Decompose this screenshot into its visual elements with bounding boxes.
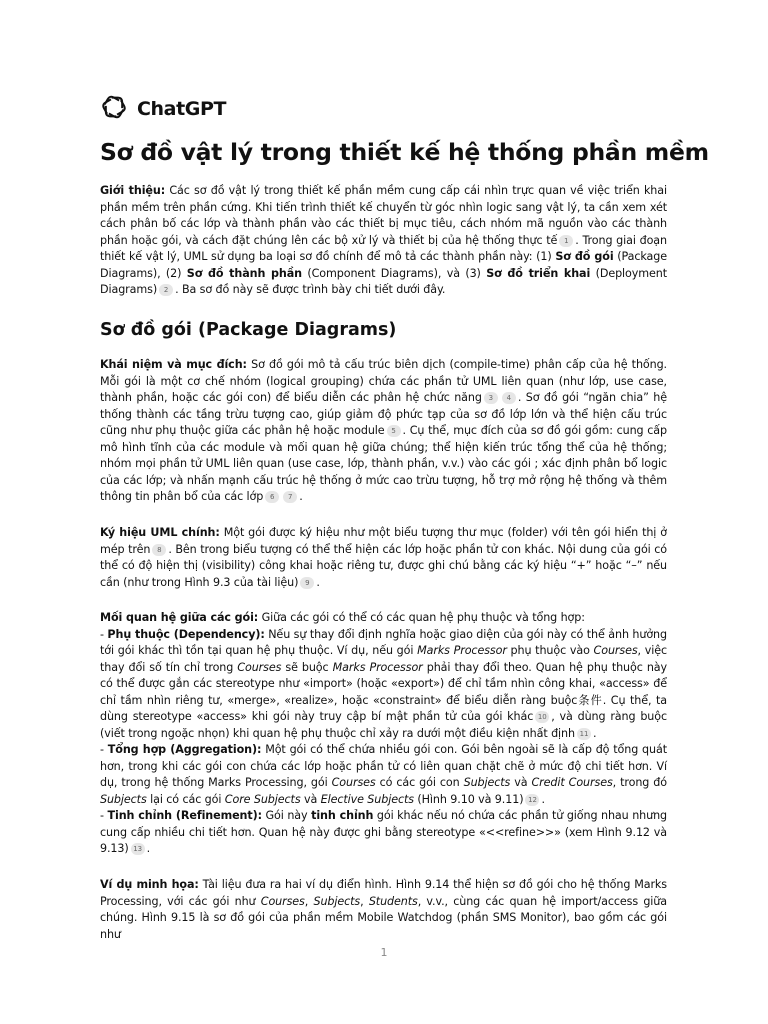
- citation-badge[interactable]: 13: [131, 843, 145, 855]
- intro-text: (Deployment Diagrams): [100, 266, 667, 296]
- notation-label: Ký hiệu UML chính:: [100, 526, 220, 539]
- citation-badge[interactable]: 8: [152, 544, 166, 556]
- dependency-text: phụ thuộc vào: [506, 644, 594, 657]
- list-dash: -: [100, 743, 108, 756]
- aggregation-italic: Elective Subjects: [320, 792, 414, 806]
- intro-label: Giới thiệu:: [100, 184, 166, 197]
- example-italic: Students: [368, 894, 418, 908]
- citation-badge[interactable]: 9: [300, 577, 314, 589]
- citation-badge[interactable]: 6: [265, 491, 279, 503]
- intro-bold: Sơ đồ thành phần: [186, 266, 302, 280]
- intro-text: . Trong giai đoạn thiết kế vật lý, UML sử dụng ba loại sơ đồ chính để mô tả các thành phần này: (1): [100, 233, 667, 263]
- dependency-text: Nếu sự thay đổi định nghĩa hoặc giao diện của gói này có thể ảnh hưởng tới gói khác thì tồn tại quan hệ phụ thuộc. Ví dụ, nếu gói: [100, 627, 667, 657]
- concept-text: .: [299, 490, 303, 503]
- openai-logo-icon: [100, 93, 128, 125]
- list-dash: -: [100, 809, 108, 822]
- brand-header: [100, 93, 226, 125]
- refinement-text: .: [146, 842, 151, 855]
- dependency-italic: Courses: [593, 644, 638, 657]
- refinement-text: gói khác nếu nó chứa các phần tử giống nhau nhưng cung cấp nhiều chi tiết hơn. Quan hệ này được ghi bằng stereotype «<<refine>>» (xem Hình 9.12 và 9.13): [100, 809, 668, 855]
- dependency-italic: Courses: [237, 660, 282, 674]
- aggregation-italic: Courses: [331, 776, 376, 789]
- concept-paragraph: [100, 357, 667, 506]
- notation-text: .: [316, 575, 320, 589]
- dependency-italic: Marks Processor: [332, 660, 423, 674]
- concept-text: . Sơ đồ gói “ngăn chia” hệ thống thành các tầng trừu tượng cao, giúp giảm độ phức tạp của sơ đồ lớp lớn và thể hiện cấu trúc cũng như phụ thuộc giữa các phân hệ hoặc module: [100, 391, 667, 437]
- dependency-text: , việc thay đổi số tín chỉ trong: [100, 644, 667, 674]
- page-number: 1: [380, 946, 388, 959]
- relations-text: Giữa các gói có thể có các quan hệ phụ thuộc và tổng hợp:: [258, 611, 585, 624]
- relations-paragraph: [100, 610, 667, 858]
- aggregation-italic: Subjects: [100, 792, 147, 806]
- example-text: ,: [360, 894, 369, 908]
- concept-text: . Cụ thể, mục đích của sơ đồ gói gồm: cung cấp mô hình tĩnh của các module và mối quan hệ giữa chúng; thể hiện kiến trúc tổng thể của hệ thống; nhóm mọi phần tử UML liên quan (use case, lớp, thành phần, v.v.) vào các gói ; xác định phân bổ logic của các lớp; và nhấn mạnh cấu trúc hệ thống ở mức cao trừu tượng, hỗ trợ mở rộng hệ thống và thêm thông tin phân bổ của các lớp: [100, 424, 667, 503]
- notation-paragraph: [100, 525, 667, 591]
- notation-text: Một gói được ký hiệu như một biểu tượng thư mục (folder) với tên gói hiển thị ở mép trên: [100, 526, 667, 556]
- list-dash: -: [100, 627, 108, 641]
- aggregation-text: (Hình 9.10 và 9.11): [413, 792, 524, 806]
- aggregation-text: và: [300, 792, 321, 806]
- example-label: Ví dụ minh họa:: [100, 878, 199, 891]
- aggregation-text: và: [510, 776, 532, 789]
- citation-badge[interactable]: 3: [484, 392, 498, 404]
- aggregation-italic: Core Subjects: [224, 792, 301, 806]
- concept-text: Sơ đồ gói mô tả cấu trúc biên dịch (compile-time) phân cấp của hệ thống. Mỗi gói là một cơ chế nhóm (logical grouping) chứa các phần tử UML liên quan (như lớp, use case, thành phần, hoặc các gói con) để biểu diễn các phân hệ chức năng: [100, 358, 667, 404]
- intro-bold: Sơ đồ gói: [555, 250, 614, 263]
- example-italic: Courses: [260, 894, 305, 908]
- citation-badge[interactable]: 1: [559, 235, 573, 247]
- aggregation-italic: Subjects: [463, 776, 511, 789]
- example-paragraph: [100, 877, 667, 943]
- relations-label: Mối quan hệ giữa các gói:: [100, 611, 259, 624]
- intro-text: Các sơ đồ vật lý trong thiết kế phần mềm cung cấp cái nhìn trực quan về việc triển khai phần mềm trên phần cứng. Khi tiến trình thiết kế chuyển từ góc nhìn logic sang vật lý, ta cần xem xét cách phân bố các lớp và thành phần vào các thiết bị mục tiêu, cách nhóm mã nguồn vào các thành phần hoặc gói, và cách đặt chúng lên các bộ xử lý và thiết bị của hệ thống thực tế: [100, 184, 667, 247]
- example-text: ,: [304, 894, 314, 908]
- refinement-bold: tinh chỉnh: [311, 809, 374, 822]
- aggregation-text: , trong đó: [612, 776, 667, 789]
- citation-badge[interactable]: 7: [283, 491, 297, 503]
- citation-badge[interactable]: 12: [525, 794, 539, 806]
- aggregation-text: Một gói có thể chứa nhiều gói con. Gói bên ngoài sẽ là cấp độ tổng quát hơn, trong khi các gói con chứa các lớp hoặc phần tử có liên quan chặt chẽ ở mức độ chi tiết hơn. Ví dụ, trong hệ thống Marks Processing, gói: [100, 743, 667, 789]
- aggregation-italic: Credit Courses: [531, 776, 613, 789]
- citation-badge[interactable]: 10: [535, 711, 549, 723]
- example-text: , v.v., cùng các quan hệ import/access giữa chúng. Hình 9.15 là sơ đồ gói của phần mềm Mobile Watchdog (phần SMS Monitor), bao gồm các gói như: [100, 894, 667, 941]
- notation-text: . Bên trong biểu tượng có thể thể hiện các lớp hoặc phần tử con khác. Nội dung của gói có thể có độ hiện thị (visibility) công khai hoặc riêng tư, được ghi chú bằng các ký hiệu “+” hoặc “–” nếu cần (như trong Hình 9.3 của tài liệu): [100, 542, 668, 589]
- intro-text: (Component Diagrams), và (3): [301, 266, 487, 280]
- citation-badge[interactable]: 2: [159, 284, 173, 296]
- aggregation-text: lại có các gói: [146, 792, 225, 806]
- dependency-text: .: [592, 726, 597, 740]
- brand-name: ChatGPT: [137, 98, 227, 120]
- aggregation-label: Tổng hợp (Aggregation):: [107, 743, 262, 756]
- concept-label: Khái niệm và mục đích:: [100, 358, 247, 371]
- section-heading-package-diagrams: Sơ đồ gói (Package Diagrams): [100, 320, 397, 340]
- refinement-text: Gói này: [261, 809, 312, 822]
- citation-badge[interactable]: 5: [387, 425, 401, 437]
- intro-text: . Ba sơ đồ này sẽ được trình bày chi tiết dưới đây.: [175, 283, 446, 296]
- example-text: Tài liệu đưa ra hai ví dụ điển hình. Hình 9.14 thể hiện sơ đồ gói cho hệ thống Marks Processing, với các gói như: [100, 878, 667, 908]
- intro-text: (Package Diagrams), (2): [100, 250, 667, 280]
- citation-badge[interactable]: 11: [577, 728, 591, 740]
- aggregation-text: .: [541, 792, 545, 806]
- dependency-italic: Marks Processor: [417, 644, 507, 657]
- intro-paragraph: [100, 183, 667, 299]
- dependency-text: sẽ buộc: [281, 660, 333, 674]
- aggregation-text: có các gói con: [375, 776, 464, 789]
- example-italic: Subjects: [313, 894, 361, 908]
- intro-bold: Sơ đồ triển khai: [486, 266, 591, 280]
- citation-badge[interactable]: 4: [502, 392, 516, 404]
- page-title: Sơ đồ vật lý trong thiết kế hệ thống phần mềm: [100, 138, 709, 166]
- dependency-label: Phụ thuộc (Dependency):: [107, 627, 265, 641]
- refinement-label: Tinh chỉnh (Refinement):: [107, 809, 262, 822]
- dependency-text: phải thay đổi theo. Quan hệ phụ thuộc này có thể được gắn các stereotype như «import» (hoặc «export») để chỉ tầm nhìn công khai, «access» để chỉ tầm nhìn riêng tư, «merge», «realize», hoặc «constraint» để biểu diễn ràng buộc条件. Cụ thể, ta dùng stereotype «access» khi gói này truy cập bí mật phần tử của gói khác: [100, 660, 667, 723]
- dependency-text: , và dùng ràng buộc (viết trong ngoặc nhọn) khi quan hệ phụ thuộc chỉ xảy ra dưới một điều kiện nhất định: [100, 710, 667, 740]
